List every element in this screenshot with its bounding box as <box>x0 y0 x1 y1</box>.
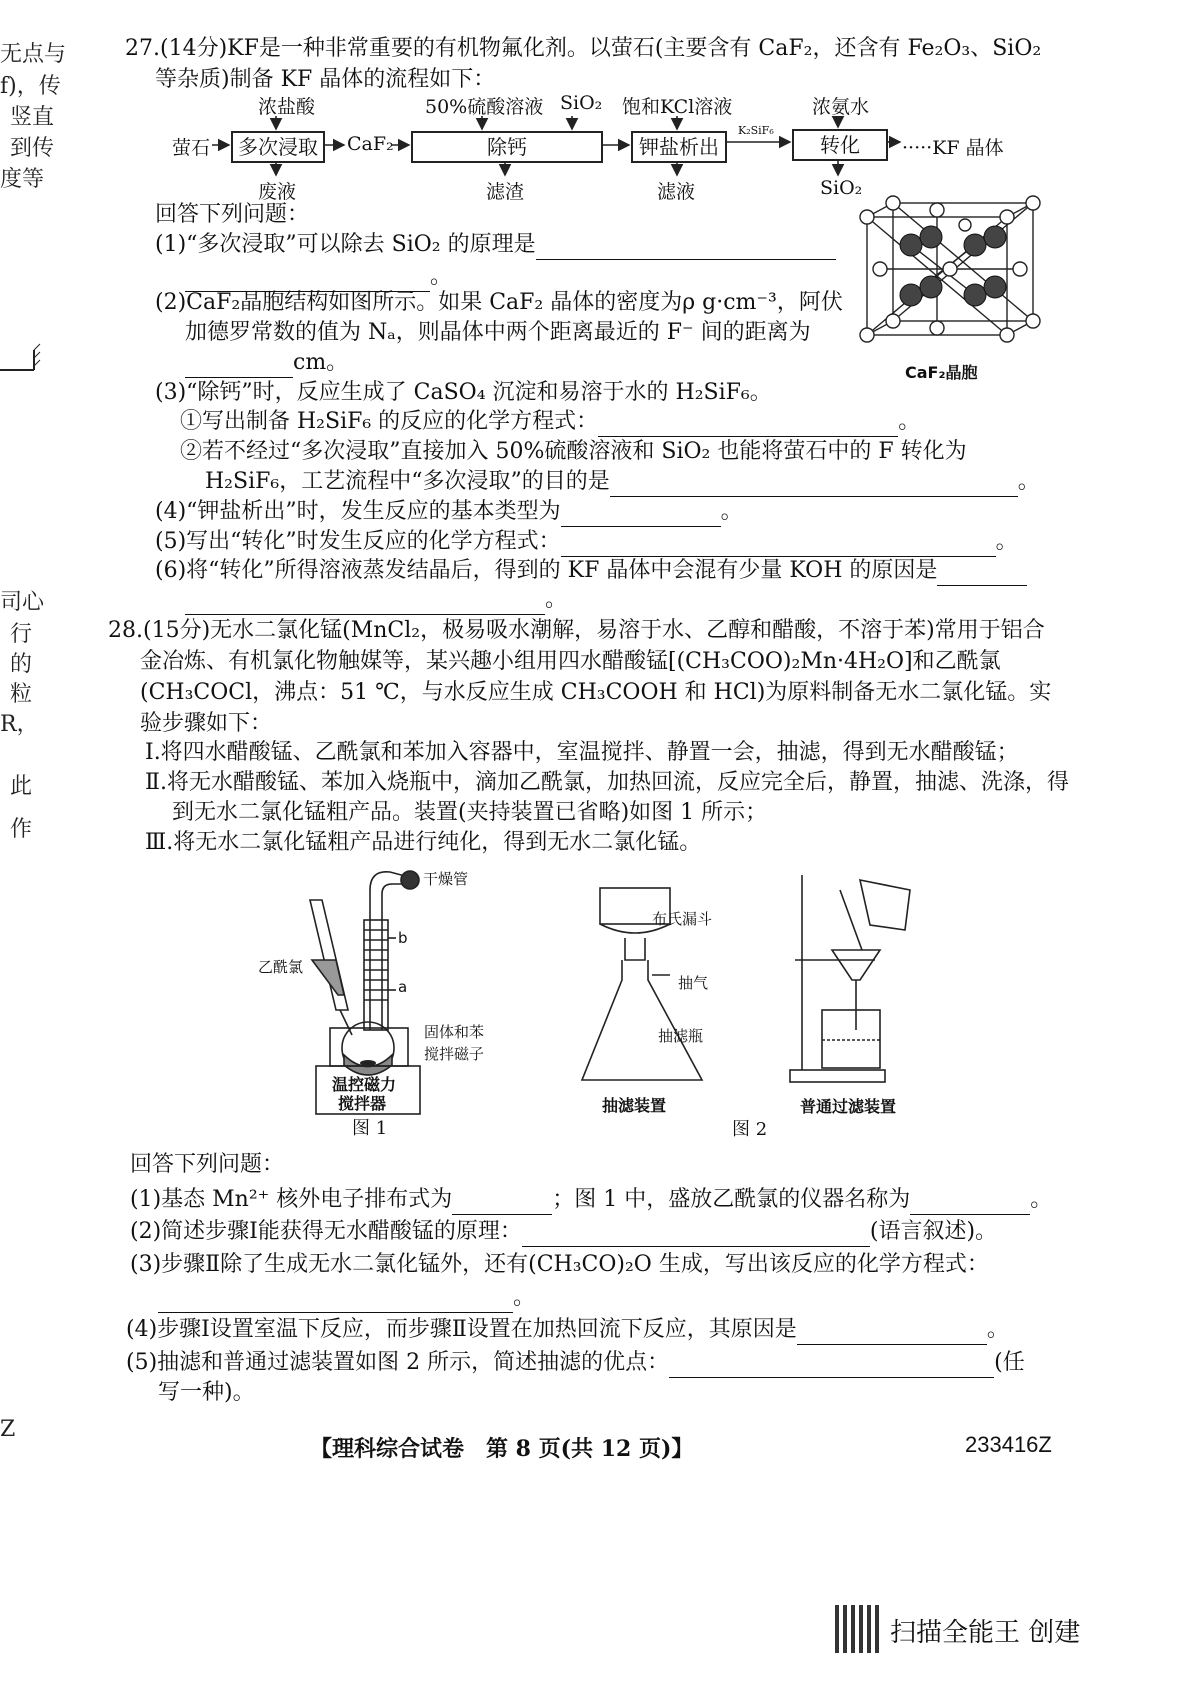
q28-part5: (5)抽滤和普通过滤装置如图 2 所示，简述抽滤的优点： (任 <box>126 1348 1025 1378</box>
edge-hatch-figure <box>0 350 40 380</box>
q28-part3-cont: 。 <box>158 1283 535 1313</box>
label-suction-apparatus: 抽滤装置 <box>602 1096 667 1115</box>
label-stirrer-2: 搅拌器 <box>338 1094 387 1113</box>
label-suction: 抽气 <box>678 974 709 992</box>
label-stirrer-1: 温控磁力 <box>332 1075 397 1094</box>
flow-step-potassium: 钾盐析出 <box>631 131 727 163</box>
q28-step2: Ⅱ.将无水醋酸锰、苯加入烧瓶中，滴加乙酰氯，加热回流，反应完全后，静置，抽滤、洗涤，得 <box>145 770 1069 795</box>
edge-text: 度等 <box>0 167 45 192</box>
flow-step-convert: 转化 <box>792 129 888 161</box>
caf2-unit-cell-diagram <box>855 195 1055 355</box>
q27-part3-line1: (3)“除钙”时，反应生成了 CaSO₄ 沉淀和易溶于水的 H₂SiF₆。 <box>155 380 772 405</box>
edge-text: R， <box>0 712 39 737</box>
scanner-watermark: 扫描全能王 创建 <box>890 1618 1081 1648</box>
edge-text: 行 <box>10 622 33 647</box>
q28-step1: Ⅰ.将四水醋酸锰、乙酰氯和苯加入容器中，室温搅拌、静置一会，抽滤，得到无水醋酸锰； <box>145 740 1019 765</box>
edge-text: 的 <box>10 652 33 677</box>
q28-line4: 验步骤如下： <box>140 711 273 736</box>
edge-text: 此 <box>10 774 33 799</box>
q28-step3: Ⅲ.将无水二氯化锰粗产品进行纯化，得到无水二氯化锰。 <box>145 830 702 855</box>
q27-part2-line2: 加德罗常数的值为 Nₐ，则晶体中两个距离最近的 F⁻ 间的距离为 <box>185 320 811 345</box>
q27-header-2: 等杂质)制备 KF 晶体的流程如下： <box>155 67 496 92</box>
q27-part3-sub1: ①写出制备 H₂SiF₆ 的反应的化学方程式： 。 <box>180 407 920 437</box>
answer-blank <box>536 235 836 260</box>
q28-line2: 金冶炼、有机氯化物触媒等，某兴趣小组用四水醋酸锰[(CH₃COO)₂Mn·4H₂O]和乙酰氯 <box>140 649 1001 674</box>
label-acetyl-chloride: 乙酰氯 <box>258 958 304 976</box>
q27-part2-line1: (2)CaF₂晶胞结构如图所示。如果 CaF₂ 晶体的密度为ρ g·cm⁻³，阿伏 <box>155 290 843 315</box>
flow-start: 萤石 <box>172 137 211 159</box>
answer-blank <box>158 1288 513 1313</box>
figure2-ordinary-filter <box>780 870 940 1090</box>
answer-blank <box>561 502 721 527</box>
q27-part5: (5)写出“转化”时发生反应的化学方程式： 。 <box>155 527 1018 557</box>
flow-k2sif6: K₂SiF₆ <box>738 124 774 137</box>
q27-part3-sub2: ②若不经过“多次浸取”直接加入 50%硫酸溶液和 SiO₂ 也能将萤石中的 F 转化为 <box>180 439 967 464</box>
q27-part1: (1)“多次浸取”可以除去 SiO₂ 的原理是 <box>155 230 836 260</box>
q27-intro: 回答下列问题： <box>155 202 310 227</box>
label-solid-benzene: 固体和苯 <box>424 1023 485 1041</box>
flow-output-residue: 滤渣 <box>486 181 525 203</box>
q27-header: 27.(14分)KF是一种非常重要的有机物氟化剂。以萤石(主要含有 CaF₂，还含有 Fe₂O₃、SiO₂ <box>125 36 1042 61</box>
qr-code-icon <box>835 1605 883 1653</box>
edge-text: Z <box>0 1417 16 1442</box>
figure1-caption: 图 1 <box>352 1118 388 1139</box>
page-code: 233416Z <box>965 1432 1052 1457</box>
flow-input-h2so4: 50%硫酸溶液 <box>425 96 544 118</box>
answer-blank <box>937 561 1027 586</box>
q28-part1: (1)基态 Mn²⁺ 核外电子排布式为 ；图 1 中，盛放乙酰氯的仪器名称为 。 <box>130 1185 1052 1215</box>
answer-blank <box>522 1222 870 1247</box>
answer-blank <box>797 1320 987 1345</box>
flow-input-kcl: 饱和KCl溶液 <box>622 96 733 118</box>
q27-part3-sub2-cont: H₂SiF₆，工艺流程中“多次浸取”的目的是 。 <box>205 467 1040 497</box>
q28-line3: (CH₃COCl，沸点：51 ℃，与水反应生成 CH₃COOH 和 HCl)为原料制备无水二氯化锰。实 <box>140 680 1052 705</box>
label-filter-flask: 抽滤瓶 <box>658 1027 704 1045</box>
answer-blank <box>185 353 293 378</box>
flow-output-waste: 废液 <box>258 181 297 203</box>
edge-text: 粒 <box>10 682 33 707</box>
q27-part1-cont: 。 <box>185 262 452 292</box>
label-ordinary-filter: 普通过滤装置 <box>800 1097 897 1116</box>
answer-blank <box>561 532 996 557</box>
answer-blank <box>452 1190 552 1215</box>
flow-arrows <box>0 100 1000 220</box>
edge-text: f)，传 <box>0 74 61 99</box>
flow-end: ·····KF 晶体 <box>902 137 1004 159</box>
q27-part6: (6)将“转化”所得溶液蒸发结晶后，得到的 KF 晶体中会混有少量 KOH 的原因是 <box>155 556 1027 586</box>
flow-mid-caf2: CaF₂ <box>347 133 394 155</box>
answer-blank <box>669 1353 994 1378</box>
q28-part3: (3)步骤Ⅱ除了生成无水二氯化锰外，还有(CH₃CO)₂O 生成，写出该反应的化学方程式： <box>130 1252 989 1277</box>
flow-input-nh3: 浓氨水 <box>812 96 870 118</box>
q28-part5-cont: 写一种)。 <box>158 1380 255 1405</box>
q27-part2-line3: cm。 <box>185 348 348 378</box>
answer-blank <box>610 472 1018 497</box>
edge-text: 到传 <box>10 136 55 161</box>
q28-intro: 回答下列问题： <box>130 1152 285 1177</box>
page-footer-title: 【理科综合试卷 第 8 页(共 12 页)】 <box>310 1436 694 1462</box>
flow-input-hcl: 浓盐酸 <box>258 96 316 118</box>
edge-text: 司心 <box>0 590 45 615</box>
crystal-caption: CaF₂晶胞 <box>905 363 978 382</box>
label-drying-tube: 干燥管 <box>423 870 469 888</box>
q28-line1: 28.(15分)无水二氯化锰(MnCl₂，极易吸水潮解，易溶于水、乙醇和醋酸，不溶于苯)常用于铝合 <box>108 618 1045 643</box>
answer-blank <box>185 590 545 615</box>
flow-output-sio2: SiO₂ <box>820 177 863 199</box>
label-a: a <box>398 978 408 996</box>
edge-text: 竖直 <box>10 105 55 130</box>
label-stir-magnet: 搅拌磁子 <box>424 1045 485 1063</box>
figure2-caption: 图 2 <box>732 1119 768 1140</box>
q27-part4: (4)“钾盐析出”时，发生反应的基本类型为 。 <box>155 497 743 527</box>
label-b: b <box>398 929 408 947</box>
flow-output-filtrate: 滤液 <box>657 181 696 203</box>
q28-part4: (4)步骤Ⅰ设置室温下反应，而步骤Ⅱ设置在加热回流下反应，其原因是 。 <box>126 1315 1009 1345</box>
edge-text: 作 <box>10 817 33 842</box>
answer-blank <box>910 1190 1030 1215</box>
q27-part6-cont: 。 <box>185 585 567 615</box>
flow-input-sio2: SiO₂ <box>560 92 603 114</box>
flow-step-leaching: 多次浸取 <box>231 131 325 163</box>
q28-step2-cont: 到无水二氯化锰粗产品。装置(夹持装置已省略)如图 1 所示； <box>172 800 768 825</box>
answer-blank <box>598 412 898 437</box>
q28-part2: (2)简述步骤Ⅰ能获得无水醋酸锰的原理： (语言叙述)。 <box>130 1217 997 1247</box>
flow-step-decalcify: 除钙 <box>411 131 603 163</box>
label-buchner-funnel: 布氏漏斗 <box>652 910 713 928</box>
edge-text: 无点与 <box>0 42 67 67</box>
